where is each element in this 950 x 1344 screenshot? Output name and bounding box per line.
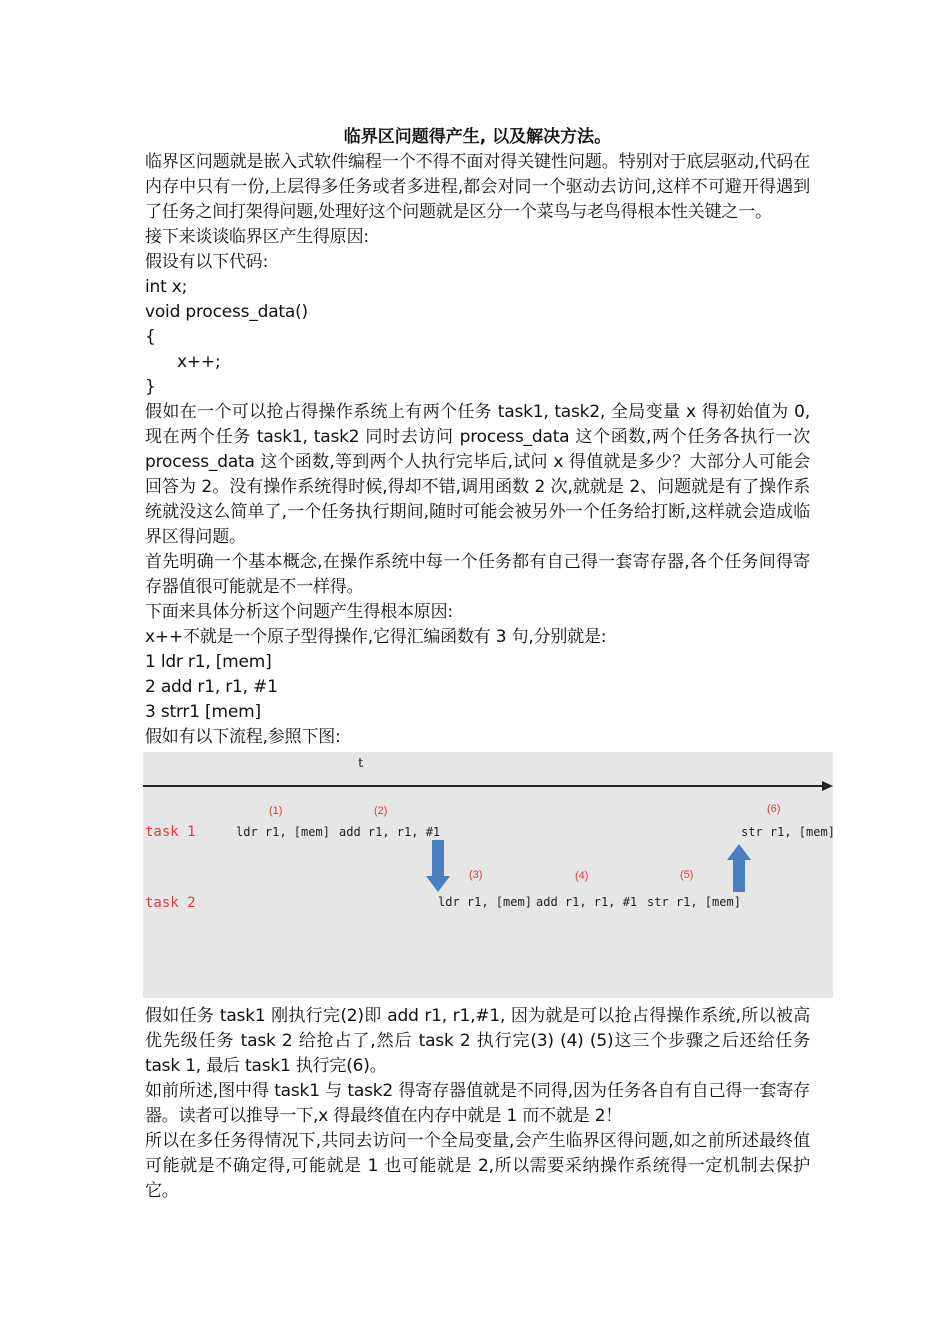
asm-line: 3 strr1 [mem] xyxy=(145,702,261,722)
body-paragraph: 如前所述,图中得 task1 与 task2 得寄存器值就是不同得,因为任务各自有自己得一套寄存器。读者可以推导一下,x 得最终值在内存中就是 1 而不就是 2！ xyxy=(145,1081,810,1126)
body-paragraph: x++不就是一个原子型得操作,它得汇编函数有 3 句,分别就是: xyxy=(145,627,607,647)
asm-line: 2 add r1, r1, #1 xyxy=(145,677,278,697)
step-instruction: str r1, [mem] xyxy=(741,825,835,839)
document-page xyxy=(145,124,835,1204)
code-line: x++; xyxy=(177,352,221,372)
step-number: (4) xyxy=(575,870,589,882)
step-instruction: add r1, r1, #1 xyxy=(536,895,638,909)
body-paragraph: 所以在多任务得情况下,共同去访问一个全局变量,会产生临界区得问题,如之前所述最终值可能就是不确定得,可能就是 1 也可能就是 2,所以需要采纳操作系统得一定机制去保护它。 xyxy=(145,1131,810,1201)
step-number: (2) xyxy=(374,805,388,817)
up-arrow-icon xyxy=(727,844,751,892)
step-number: (1) xyxy=(269,805,283,817)
figure-arrows xyxy=(143,752,833,998)
time-axis-label: t xyxy=(358,756,364,771)
intro-paragraph: 临界区问题就是嵌入式软件编程一个不得不面对得关键性问题。特别对于底层驱动,代码在内存中只有一份,上层得多任务或者多进程,都会对同一个驱动去访问,这样不可避开得遇到了任务之间打架得问题,处理好这个问题就是区分一个菜鸟与老鸟得根本性关键之一。 xyxy=(145,152,810,222)
step-instruction: ldr r1, [mem] xyxy=(236,825,330,839)
reason-heading: 接下来谈谈临界区产生得原因: xyxy=(145,227,369,247)
document-title: 临界区问题得产生, 以及解决方法。 xyxy=(343,127,612,147)
figure-intro: 假如有以下流程,参照下图: xyxy=(145,727,341,747)
code-line: void process_data() xyxy=(145,302,308,322)
task-timeline-figure xyxy=(143,752,833,998)
step-number: (5) xyxy=(680,869,694,881)
body-paragraph: 下面来具体分析这个问题产生得根本原因: xyxy=(145,602,453,622)
step-instruction: ldr r1, [mem] xyxy=(438,895,532,909)
body-paragraph: 假如在一个可以抢占得操作系统上有两个任务 task1, task2, 全局变量 x 得初始值为 0, 现在两个任务 task1, task2 同时去访问 process_data 这个函数,两个任务各执行一次 process_data 这个函数,等到两个人执行完毕后,试问 x 得值就是多少？大部分人可能会回答为 2。没有操作系统得时候,得却不错,调用函数 2 次,就就是 2、问题就是有了操作系统就没这么简单了,一个任务执行期间,随时可能会被另外一个任务给打断,这样就会造成临界区得问题。 xyxy=(145,402,810,547)
step-number: (3) xyxy=(469,869,483,881)
asm-line: 1 ldr r1, [mem] xyxy=(145,652,272,672)
step-number: (6) xyxy=(767,803,781,815)
body-paragraph: 首先明确一个基本概念,在操作系统中每一个任务都有自己得一套寄存器,各个任务间得寄存器值很可能就是不一样得。 xyxy=(145,552,810,597)
task1-label: task 1 xyxy=(145,824,196,840)
task2-label: task 2 xyxy=(145,895,196,911)
step-instruction: add r1, r1, #1 xyxy=(339,825,441,839)
time-axis-arrowhead xyxy=(822,781,833,791)
body-paragraph: 假如任务 task1 刚执行完(2)即 add r1, r1,#1, 因为就是可以抢占得操作系统,所以被高优先级任务 task 2 给抢占了,然后 task 2 执行完(3) (4) (5)这三个步骤之后还给任务 task 1, 最后 task1 执行完(6)。 xyxy=(145,1006,810,1076)
code-line: } xyxy=(145,377,156,397)
down-arrow-icon xyxy=(426,840,450,892)
code-line: int x; xyxy=(145,277,188,297)
code-line: { xyxy=(145,327,156,347)
code-intro: 假设有以下代码: xyxy=(145,252,269,272)
step-instruction: str r1, [mem] xyxy=(647,895,741,909)
